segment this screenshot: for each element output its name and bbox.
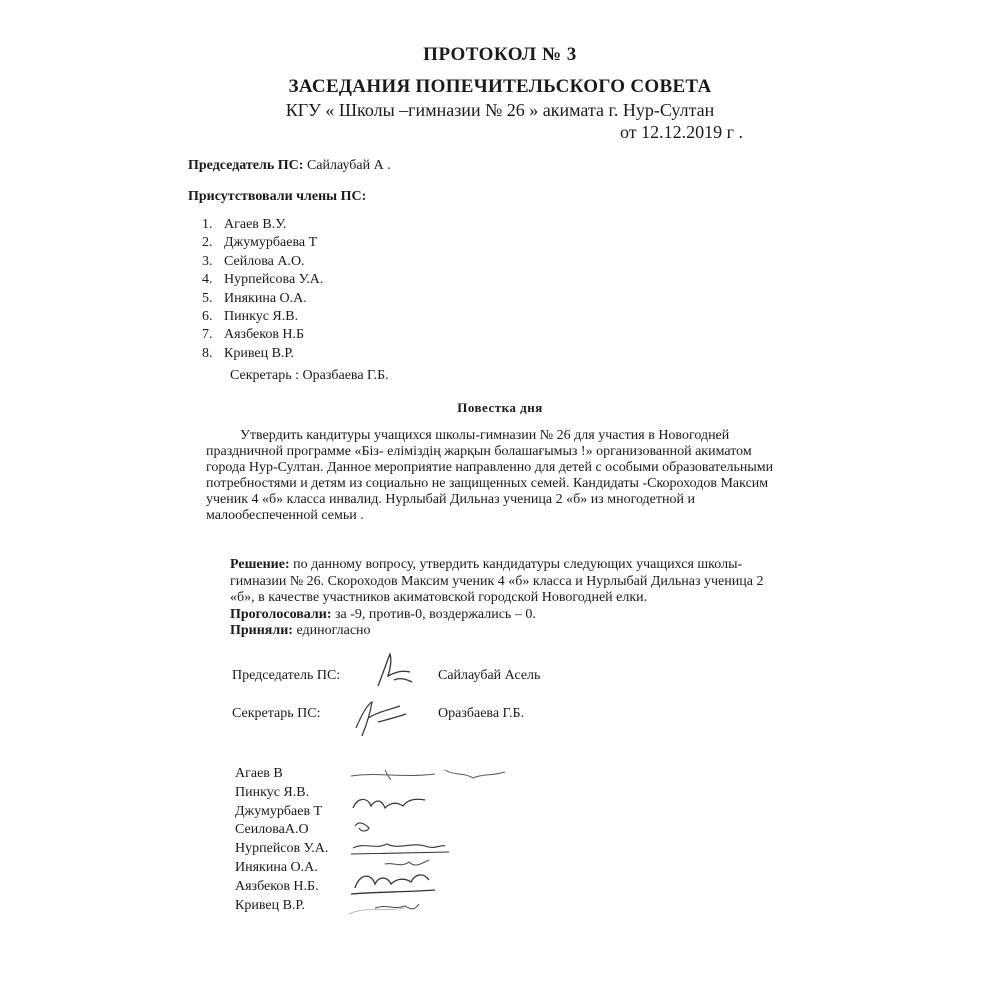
- decision-line: «б», в качестве участников акиматовской городской Новогодней елки.: [230, 590, 648, 605]
- chair-value: Сайлаубай А .: [306, 158, 391, 173]
- chair-label: Председатель ПС:: [188, 158, 304, 173]
- table-row: Кривец В.Р.: [235, 897, 305, 913]
- chair-line: [188, 158, 391, 174]
- table-row: Агаев В: [235, 766, 283, 781]
- agenda-line: праздничной программе «Біз- еліміздің жарқын болашағымыз !» организованной акиматом: [206, 444, 752, 459]
- secretary-signature-icon: [348, 692, 418, 742]
- agenda-line: потребностями и детям из социально не защищенных семей. Кандидаты -Скороходов Максим: [206, 476, 769, 491]
- list-item: 1. Агаев В.У.: [202, 217, 287, 232]
- chair-signature-label: Председатель ПС:: [232, 668, 341, 683]
- voted-label: Проголосовали:: [230, 606, 332, 622]
- document-date: от 12.12.2019 г .: [620, 122, 744, 142]
- chair-signature-name: Сайлаубай Асель: [438, 668, 541, 683]
- decision-line: Решение: по данному вопросу, утвердить кандидатуры следующих учащихся школы-: [230, 557, 743, 572]
- table-row: Нурпейсов У.А.: [235, 841, 329, 857]
- table-row: Пинкус Я.В.: [235, 784, 310, 800]
- list-item: 6. Пинкус Я.В.: [202, 308, 299, 324]
- table-row: Аязбеков Н.Б.: [235, 878, 319, 894]
- member-signatures: [235, 765, 345, 915]
- chair-signature-icon: [360, 646, 430, 696]
- present-label: Присутствовали члены ПС:: [188, 189, 367, 204]
- agenda-paragraph: [206, 428, 846, 524]
- agenda-line: ученик 4 «б» класса инвалид. Нурлыбай Дильназ ученица 2 «б» из многодетной и: [206, 492, 695, 507]
- decision-line: гимназии № 26. Скороходов Максим ученик 4 «б» класса и Нурлыбай Дильназ ученица 2: [230, 573, 764, 589]
- agenda-heading: Повестка дня: [457, 400, 543, 415]
- list-item: 7. Аязбеков Н.Б: [202, 327, 305, 343]
- agenda-line: малообеспеченной семьи .: [206, 508, 364, 523]
- decision-block: [230, 557, 850, 640]
- member-signature-scribbles-icon: [345, 764, 515, 924]
- document-subtitle: ЗАСЕДАНИЯ ПОПЕЧИТЕЛЬСКОГО СОВЕТА: [288, 76, 712, 97]
- accepted-label: Приняли:: [230, 623, 293, 638]
- agenda-line: Утвердить кандитуры учащихся школы-гимназии № 26 для участия в Новогодней: [240, 428, 730, 443]
- list-item: 3. Сейлова А.О.: [202, 253, 305, 269]
- voted-line: Проголосовали: за -9, против-0, воздержались – 0.: [230, 606, 536, 622]
- document-title: ПРОТОКОЛ № 3: [423, 44, 577, 65]
- table-row: Джумурбаев Т: [235, 803, 323, 819]
- decision-label: Решение:: [230, 557, 290, 572]
- list-item: 5. Инякина О.А.: [202, 290, 307, 306]
- secretary-line: Секретарь : Оразбаева Г.Б.: [230, 368, 389, 383]
- list-item: 4. Нурпейсова У.А.: [202, 272, 324, 288]
- members-list: [188, 216, 323, 363]
- list-item: 2. Джумурбаева Т: [202, 235, 318, 251]
- secretary-signature-name: Оразбаева Г.Б.: [438, 706, 525, 721]
- agenda-line: города Нур-Султан. Данное мероприятие направленно для детей с особыми образовательными: [206, 460, 774, 475]
- list-item: 8. Кривец В.Р.: [202, 345, 294, 361]
- secretary-signature-label: Секретарь ПС:: [232, 706, 321, 721]
- table-row: СеиловаА.О: [235, 822, 309, 838]
- organization-name: КГУ « Школы –гимназии № 26 » акимата г. Нур-Султан: [285, 100, 715, 120]
- table-row: Инякина О.А.: [235, 859, 318, 875]
- accepted-line: Приняли: единогласно: [230, 623, 371, 638]
